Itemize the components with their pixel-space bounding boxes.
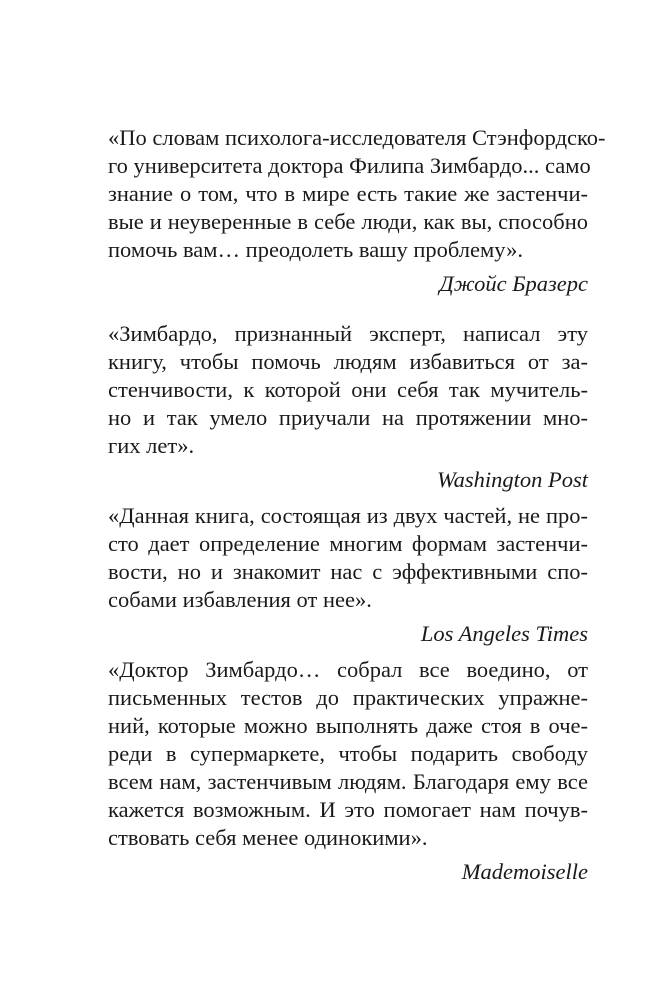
quote-line: знание о том, что в мире есть такие же застенчи- xyxy=(108,181,588,206)
quote-source: Джойс Бразерс xyxy=(439,271,588,296)
quote-line: го университета доктора Филипа Зимбардо... само xyxy=(108,153,591,178)
quote-block-mademoiselle xyxy=(108,656,588,886)
quote-source: Los Angeles Times xyxy=(420,621,588,646)
quote-line: «Зимбардо, признанный эксперт, написал эту xyxy=(108,321,588,346)
quote-line: «Доктор Зимбардо… собрал все воедино, от xyxy=(108,657,588,682)
quote-line: всем нам, застенчивым людям. Благодаря ему все xyxy=(108,769,588,794)
quote-block-washington-post xyxy=(108,320,588,494)
quote-line: «По словам психолога-исследователя Стэнфордско- xyxy=(108,125,606,150)
quote-line: ствовать себя менее одинокими». xyxy=(108,825,428,850)
quote-text xyxy=(108,656,588,852)
quote-line: «Данная книга, состоящая из двух частей, не про- xyxy=(108,503,588,528)
quote-line: вости, но и знакомит нас с эффективными спо- xyxy=(108,559,588,584)
quote-line: ний, которые можно выполнять даже стоя в оче- xyxy=(108,713,588,738)
quote-text xyxy=(108,320,588,460)
quote-block-los-angeles-times xyxy=(108,502,588,648)
quote-line: гих лет». xyxy=(108,433,195,458)
quote-line: книгу, чтобы помочь людям избавиться от за- xyxy=(108,349,588,374)
quote-line: собами избавления от нее». xyxy=(108,587,372,612)
quote-text xyxy=(108,502,588,614)
quote-line: кажется возможным. И это помогает нам почув- xyxy=(108,797,588,822)
quote-line: сто дает определение многим формам застенчи- xyxy=(108,531,588,556)
quote-text xyxy=(108,124,606,264)
quote-line: реди в супермаркете, чтобы подарить свободу xyxy=(108,741,588,766)
quote-line: письменных тестов до практических упражне- xyxy=(108,685,588,710)
quote-source: Washington Post xyxy=(436,467,588,492)
quote-line: помочь вам… преодолеть вашу проблему». xyxy=(108,237,523,262)
quote-line: стенчивости, к которой они себя так мучитель- xyxy=(108,377,588,402)
quote-line: но и так умело приучали на протяжении мно- xyxy=(108,405,588,430)
quote-source: Mademoiselle xyxy=(461,859,588,884)
quote-line: вые и неуверенные в себе люди, как вы, способно xyxy=(108,209,588,234)
quote-block-brothers xyxy=(108,124,606,298)
